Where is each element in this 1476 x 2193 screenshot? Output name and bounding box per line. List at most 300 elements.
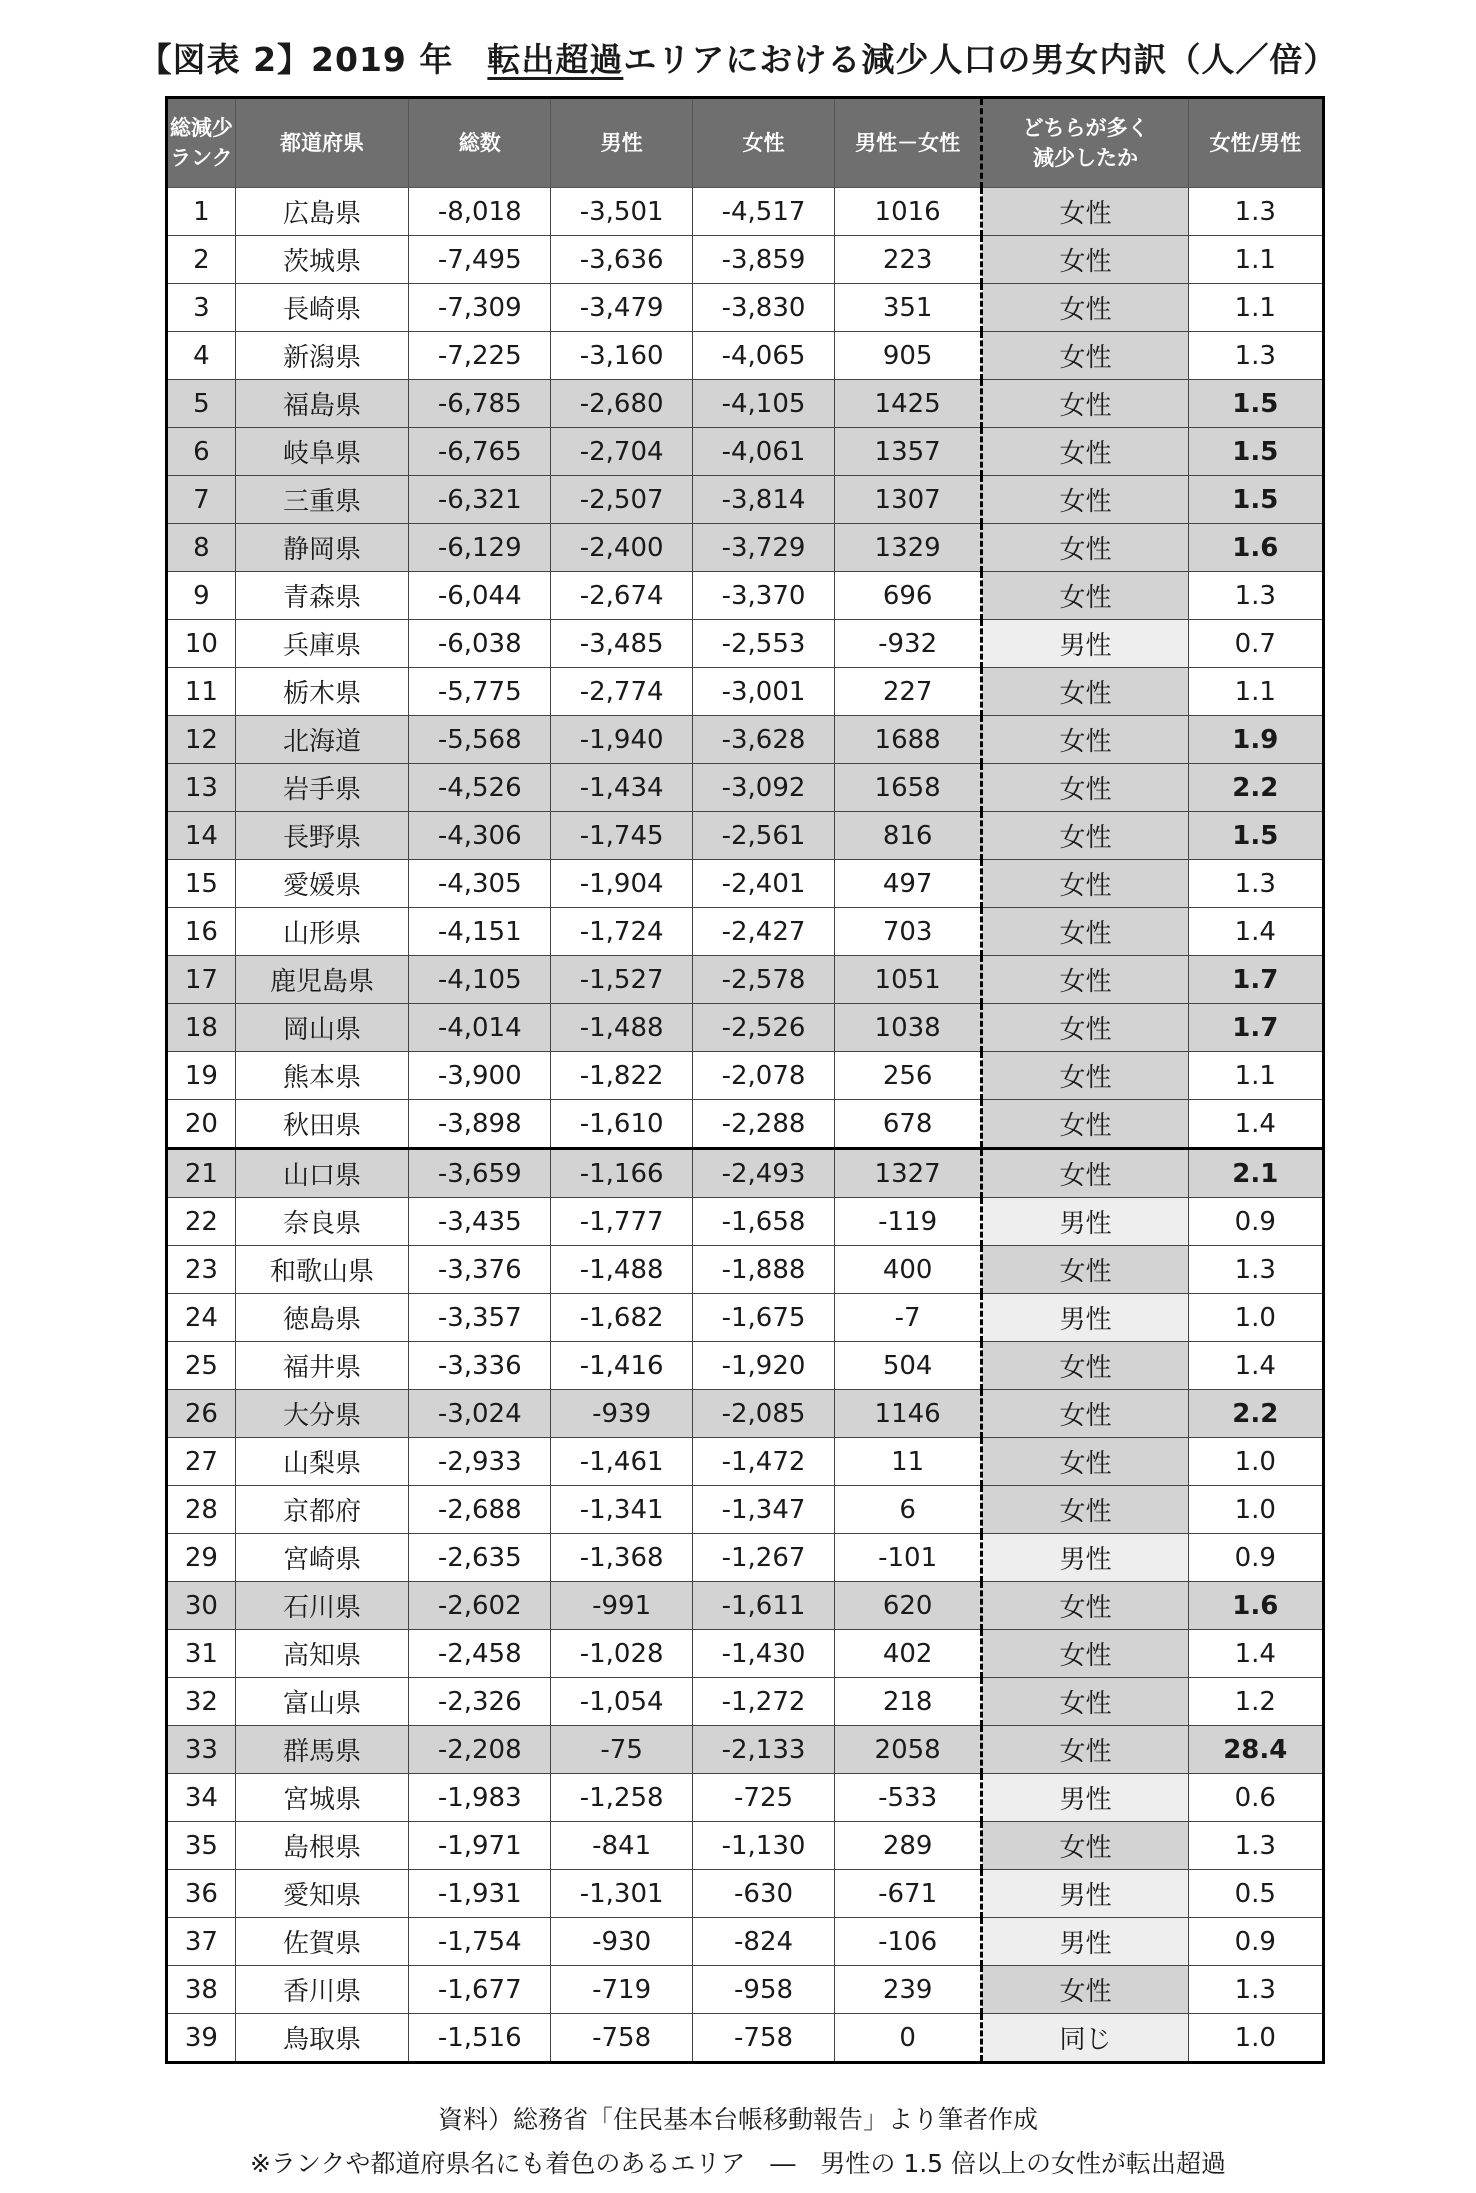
which-cell: 女性 (982, 428, 1188, 476)
ratio-cell: 1.5 (1188, 812, 1323, 860)
ratio-cell: 1.1 (1188, 1052, 1323, 1100)
which-cell: 女性 (982, 1966, 1188, 2014)
pref-cell: 佐賀県 (235, 1918, 409, 1966)
rank-cell: 7 (167, 476, 236, 524)
female-cell: -1,658 (693, 1198, 835, 1246)
ratio-cell: 2.2 (1188, 1390, 1323, 1438)
male-cell: -1,610 (551, 1100, 693, 1149)
ratio-cell: 0.9 (1188, 1198, 1323, 1246)
diff-cell: 227 (834, 668, 981, 716)
pref-cell: 鹿児島県 (235, 956, 409, 1004)
total-cell: -1,754 (409, 1918, 551, 1966)
male-cell: -1,527 (551, 956, 693, 1004)
male-cell: -2,400 (551, 524, 693, 572)
ratio-cell: 1.1 (1188, 668, 1323, 716)
male-cell: -1,368 (551, 1534, 693, 1582)
ratio-cell: 1.7 (1188, 1004, 1323, 1052)
which-cell: 同じ (982, 2014, 1188, 2063)
rank-cell: 19 (167, 1052, 236, 1100)
title-underlined: 転出超過 (487, 40, 624, 79)
female-cell: -1,888 (693, 1246, 835, 1294)
table-row (167, 476, 1324, 524)
table-row (167, 380, 1324, 428)
total-cell: -3,900 (409, 1052, 551, 1100)
total-cell: -1,931 (409, 1870, 551, 1918)
female-cell: -630 (693, 1870, 835, 1918)
diff-cell: 1357 (834, 428, 981, 476)
which-cell: 女性 (982, 1100, 1188, 1149)
total-cell: -2,208 (409, 1726, 551, 1774)
table-row (167, 1870, 1324, 1918)
male-cell: -1,054 (551, 1678, 693, 1726)
female-cell: -3,001 (693, 668, 835, 716)
male-cell: -1,822 (551, 1052, 693, 1100)
female-cell: -3,830 (693, 284, 835, 332)
pref-cell: 群馬県 (235, 1726, 409, 1774)
header-which-line1: どちらが多く (1022, 115, 1149, 140)
rank-cell: 35 (167, 1822, 236, 1870)
ratio-cell: 2.2 (1188, 764, 1323, 812)
diff-cell: 351 (834, 284, 981, 332)
ratio-cell: 1.3 (1188, 1822, 1323, 1870)
which-cell: 女性 (982, 956, 1188, 1004)
male-cell: -2,507 (551, 476, 693, 524)
table-row (167, 1966, 1324, 2014)
pref-cell: 熊本県 (235, 1052, 409, 1100)
total-cell: -2,326 (409, 1678, 551, 1726)
table-row (167, 1004, 1324, 1052)
diff-cell: 256 (834, 1052, 981, 1100)
male-cell: -1,488 (551, 1246, 693, 1294)
pref-cell: 鳥取県 (235, 2014, 409, 2063)
total-cell: -1,516 (409, 2014, 551, 2063)
table-row (167, 1342, 1324, 1390)
diff-cell: 0 (834, 2014, 981, 2063)
total-cell: -3,024 (409, 1390, 551, 1438)
rank-cell: 31 (167, 1630, 236, 1678)
pref-cell: 岡山県 (235, 1004, 409, 1052)
female-cell: -1,130 (693, 1822, 835, 1870)
ratio-cell: 1.3 (1188, 188, 1323, 236)
pref-cell: 新潟県 (235, 332, 409, 380)
rank-cell: 37 (167, 1918, 236, 1966)
total-cell: -4,526 (409, 764, 551, 812)
total-cell: -6,765 (409, 428, 551, 476)
male-cell: -2,704 (551, 428, 693, 476)
total-cell: -3,376 (409, 1246, 551, 1294)
pref-cell: 香川県 (235, 1966, 409, 2014)
which-cell: 女性 (982, 860, 1188, 908)
ratio-cell: 1.1 (1188, 236, 1323, 284)
diff-cell: 1307 (834, 476, 981, 524)
male-cell: -1,904 (551, 860, 693, 908)
rank-cell: 39 (167, 2014, 236, 2063)
male-cell: -2,774 (551, 668, 693, 716)
ratio-cell: 0.6 (1188, 1774, 1323, 1822)
pref-cell: 長野県 (235, 812, 409, 860)
diff-cell: 1016 (834, 188, 981, 236)
female-cell: -4,517 (693, 188, 835, 236)
which-cell: 女性 (982, 1822, 1188, 1870)
which-cell: 女性 (982, 908, 1188, 956)
rank-cell: 14 (167, 812, 236, 860)
male-cell: -3,485 (551, 620, 693, 668)
table-row (167, 668, 1324, 716)
pref-cell: 高知県 (235, 1630, 409, 1678)
which-cell: 男性 (982, 620, 1188, 668)
table-row (167, 1438, 1324, 1486)
female-cell: -2,401 (693, 860, 835, 908)
rank-cell: 6 (167, 428, 236, 476)
diff-cell: 1146 (834, 1390, 981, 1438)
rank-cell: 27 (167, 1438, 236, 1486)
ratio-cell: 2.1 (1188, 1149, 1323, 1198)
header-which (982, 98, 1188, 188)
rank-cell: 29 (167, 1534, 236, 1582)
diff-cell: 678 (834, 1100, 981, 1149)
table-row (167, 716, 1324, 764)
ratio-cell: 1.0 (1188, 1438, 1323, 1486)
male-cell: -2,680 (551, 380, 693, 428)
diff-cell: 1038 (834, 1004, 981, 1052)
table-row (167, 1149, 1324, 1198)
data-table (165, 96, 1325, 2064)
ratio-cell: 1.4 (1188, 1630, 1323, 1678)
diff-cell: 1051 (834, 956, 981, 1004)
table-row (167, 1774, 1324, 1822)
rank-cell: 17 (167, 956, 236, 1004)
table-row (167, 1198, 1324, 1246)
diff-cell: 402 (834, 1630, 981, 1678)
diff-cell: -671 (834, 1870, 981, 1918)
female-cell: -1,675 (693, 1294, 835, 1342)
diff-cell: 218 (834, 1678, 981, 1726)
diff-cell: 1688 (834, 716, 981, 764)
table-row (167, 1678, 1324, 1726)
ratio-cell: 1.3 (1188, 572, 1323, 620)
source-note: 資料）総務省「住民基本台帳移動報告」より筆者作成 (437, 2105, 1038, 2134)
female-cell: -4,105 (693, 380, 835, 428)
total-cell: -3,336 (409, 1342, 551, 1390)
male-cell: -1,745 (551, 812, 693, 860)
male-cell: -1,777 (551, 1198, 693, 1246)
total-cell: -7,309 (409, 284, 551, 332)
total-cell: -5,568 (409, 716, 551, 764)
pref-cell: 宮城県 (235, 1774, 409, 1822)
which-cell: 女性 (982, 1438, 1188, 1486)
male-cell: -758 (551, 2014, 693, 2063)
ratio-cell: 0.5 (1188, 1870, 1323, 1918)
title-prefix: 【図表 2】2019 年 (138, 40, 488, 79)
ratio-cell: 1.2 (1188, 1678, 1323, 1726)
table-row (167, 236, 1324, 284)
male-cell: -1,301 (551, 1870, 693, 1918)
ratio-cell: 1.0 (1188, 1294, 1323, 1342)
male-cell: -75 (551, 1726, 693, 1774)
ratio-cell: 1.6 (1188, 1582, 1323, 1630)
table-row (167, 1486, 1324, 1534)
female-cell: -3,628 (693, 716, 835, 764)
table-row (167, 1294, 1324, 1342)
male-cell: -1,028 (551, 1630, 693, 1678)
female-cell: -1,347 (693, 1486, 835, 1534)
total-cell: -5,775 (409, 668, 551, 716)
male-cell: -1,461 (551, 1438, 693, 1486)
which-cell: 女性 (982, 1486, 1188, 1534)
total-cell: -8,018 (409, 188, 551, 236)
male-cell: -930 (551, 1918, 693, 1966)
pref-cell: 福井県 (235, 1342, 409, 1390)
header-row (167, 98, 1324, 188)
table-row (167, 524, 1324, 572)
total-cell: -6,129 (409, 524, 551, 572)
which-cell: 女性 (982, 1726, 1188, 1774)
which-cell: 女性 (982, 1246, 1188, 1294)
which-cell: 男性 (982, 1918, 1188, 1966)
male-cell: -2,674 (551, 572, 693, 620)
pref-cell: 島根県 (235, 1822, 409, 1870)
female-cell: -958 (693, 1966, 835, 2014)
male-cell: -1,416 (551, 1342, 693, 1390)
total-cell: -2,635 (409, 1534, 551, 1582)
diff-cell: 1425 (834, 380, 981, 428)
female-cell: -1,430 (693, 1630, 835, 1678)
female-cell: -3,370 (693, 572, 835, 620)
which-cell: 女性 (982, 668, 1188, 716)
rank-cell: 11 (167, 668, 236, 716)
ratio-cell: 1.3 (1188, 860, 1323, 908)
table-row (167, 908, 1324, 956)
ratio-cell: 1.4 (1188, 1100, 1323, 1149)
which-cell: 女性 (982, 1004, 1188, 1052)
male-cell: -1,724 (551, 908, 693, 956)
pref-cell: 愛知県 (235, 1870, 409, 1918)
rank-cell: 36 (167, 1870, 236, 1918)
rank-cell: 5 (167, 380, 236, 428)
rank-cell: 30 (167, 1582, 236, 1630)
pref-cell: 山形県 (235, 908, 409, 956)
which-cell: 女性 (982, 476, 1188, 524)
table-row (167, 860, 1324, 908)
rank-cell: 32 (167, 1678, 236, 1726)
table-row (167, 572, 1324, 620)
diff-cell: 400 (834, 1246, 981, 1294)
female-cell: -2,553 (693, 620, 835, 668)
total-cell: -1,677 (409, 1966, 551, 2014)
total-cell: -4,014 (409, 1004, 551, 1052)
total-cell: -2,602 (409, 1582, 551, 1630)
rank-cell: 22 (167, 1198, 236, 1246)
diff-cell: 2058 (834, 1726, 981, 1774)
rank-cell: 2 (167, 236, 236, 284)
total-cell: -1,971 (409, 1822, 551, 1870)
female-cell: -2,085 (693, 1390, 835, 1438)
table-row (167, 332, 1324, 380)
which-cell: 女性 (982, 380, 1188, 428)
pref-cell: 広島県 (235, 188, 409, 236)
ratio-cell: 1.0 (1188, 2014, 1323, 2063)
diff-cell: 905 (834, 332, 981, 380)
header-which-line2: 減少したか (1032, 146, 1138, 170)
page-title (0, 34, 1476, 81)
ratio-cell: 1.5 (1188, 476, 1323, 524)
total-cell: -3,357 (409, 1294, 551, 1342)
which-cell: 男性 (982, 1870, 1188, 1918)
total-cell: -7,225 (409, 332, 551, 380)
header-rank-line2: ランク (170, 146, 233, 170)
diff-cell: 816 (834, 812, 981, 860)
pref-cell: 大分県 (235, 1390, 409, 1438)
total-cell: -2,458 (409, 1630, 551, 1678)
total-cell: -4,305 (409, 860, 551, 908)
female-cell: -3,092 (693, 764, 835, 812)
rank-cell: 23 (167, 1246, 236, 1294)
pref-cell: 岐阜県 (235, 428, 409, 476)
male-cell: -1,341 (551, 1486, 693, 1534)
which-cell: 女性 (982, 572, 1188, 620)
ratio-cell: 1.4 (1188, 1342, 1323, 1390)
which-cell: 男性 (982, 1774, 1188, 1822)
female-cell: -2,561 (693, 812, 835, 860)
which-cell: 男性 (982, 1534, 1188, 1582)
total-cell: -6,038 (409, 620, 551, 668)
rank-cell: 10 (167, 620, 236, 668)
male-cell: -841 (551, 1822, 693, 1870)
rank-cell: 8 (167, 524, 236, 572)
female-cell: -1,611 (693, 1582, 835, 1630)
which-cell: 女性 (982, 1390, 1188, 1438)
table-row (167, 284, 1324, 332)
which-cell: 女性 (982, 716, 1188, 764)
pref-cell: 福島県 (235, 380, 409, 428)
rank-cell: 20 (167, 1100, 236, 1149)
table-row (167, 956, 1324, 1004)
diff-cell: -101 (834, 1534, 981, 1582)
table-row (167, 1534, 1324, 1582)
pref-cell: 和歌山県 (235, 1246, 409, 1294)
table-row (167, 1052, 1324, 1100)
diff-cell: -932 (834, 620, 981, 668)
female-cell: -758 (693, 2014, 835, 2063)
which-cell: 女性 (982, 332, 1188, 380)
ratio-cell: 1.1 (1188, 284, 1323, 332)
pref-cell: 徳島県 (235, 1294, 409, 1342)
diff-cell: -119 (834, 1198, 981, 1246)
which-cell: 女性 (982, 1630, 1188, 1678)
female-cell: -3,859 (693, 236, 835, 284)
pref-cell: 静岡県 (235, 524, 409, 572)
header-ratio: 女性/男性 (1188, 98, 1323, 188)
female-cell: -4,065 (693, 332, 835, 380)
table-row (167, 764, 1324, 812)
table-row (167, 620, 1324, 668)
header-diff: 男性－女性 (834, 98, 981, 188)
diff-cell: 1329 (834, 524, 981, 572)
which-cell: 女性 (982, 1678, 1188, 1726)
female-cell: -1,272 (693, 1678, 835, 1726)
rank-cell: 33 (167, 1726, 236, 1774)
rank-cell: 25 (167, 1342, 236, 1390)
rank-cell: 38 (167, 1966, 236, 2014)
header-rank-line1: 総減少 (169, 115, 233, 140)
male-cell: -991 (551, 1582, 693, 1630)
header-total: 総数 (409, 98, 551, 188)
rank-cell: 34 (167, 1774, 236, 1822)
pref-cell: 青森県 (235, 572, 409, 620)
pref-cell: 兵庫県 (235, 620, 409, 668)
female-cell: -725 (693, 1774, 835, 1822)
female-cell: -824 (693, 1918, 835, 1966)
total-cell: -2,688 (409, 1486, 551, 1534)
female-cell: -1,920 (693, 1342, 835, 1390)
male-cell: -719 (551, 1966, 693, 2014)
header-male: 男性 (551, 98, 693, 188)
pref-cell: 三重県 (235, 476, 409, 524)
female-cell: -2,526 (693, 1004, 835, 1052)
header-female: 女性 (693, 98, 835, 188)
diff-cell: 497 (834, 860, 981, 908)
rank-cell: 16 (167, 908, 236, 956)
which-cell: 女性 (982, 1149, 1188, 1198)
ratio-cell: 1.6 (1188, 524, 1323, 572)
female-cell: -2,288 (693, 1100, 835, 1149)
table-row (167, 1390, 1324, 1438)
pref-cell: 栃木県 (235, 668, 409, 716)
table-row (167, 428, 1324, 476)
ratio-cell: 1.3 (1188, 332, 1323, 380)
rank-cell: 24 (167, 1294, 236, 1342)
table-row (167, 1918, 1324, 1966)
pref-cell: 山梨県 (235, 1438, 409, 1486)
diff-cell: 1327 (834, 1149, 981, 1198)
pref-cell: 長崎県 (235, 284, 409, 332)
table-row (167, 1582, 1324, 1630)
female-cell: -2,427 (693, 908, 835, 956)
rank-cell: 21 (167, 1149, 236, 1198)
male-cell: -939 (551, 1390, 693, 1438)
header-rank (167, 98, 236, 188)
female-cell: -1,267 (693, 1534, 835, 1582)
female-cell: -2,578 (693, 956, 835, 1004)
ratio-cell: 1.4 (1188, 908, 1323, 956)
total-cell: -3,659 (409, 1149, 551, 1198)
total-cell: -4,151 (409, 908, 551, 956)
ratio-cell: 1.3 (1188, 1246, 1323, 1294)
diff-cell: 504 (834, 1342, 981, 1390)
male-cell: -1,488 (551, 1004, 693, 1052)
rank-cell: 28 (167, 1486, 236, 1534)
which-cell: 女性 (982, 188, 1188, 236)
rank-cell: 4 (167, 332, 236, 380)
rank-cell: 13 (167, 764, 236, 812)
diff-cell: 696 (834, 572, 981, 620)
ratio-cell: 28.4 (1188, 1726, 1323, 1774)
male-cell: -1,434 (551, 764, 693, 812)
total-cell: -6,321 (409, 476, 551, 524)
male-cell: -3,160 (551, 332, 693, 380)
diff-cell: -106 (834, 1918, 981, 1966)
diff-cell: -7 (834, 1294, 981, 1342)
female-cell: -3,814 (693, 476, 835, 524)
table-row (167, 1100, 1324, 1149)
pref-cell: 富山県 (235, 1678, 409, 1726)
ratio-cell: 1.5 (1188, 380, 1323, 428)
total-cell: -6,044 (409, 572, 551, 620)
male-cell: -3,501 (551, 188, 693, 236)
rank-cell: 15 (167, 860, 236, 908)
female-cell: -2,078 (693, 1052, 835, 1100)
male-cell: -1,258 (551, 1774, 693, 1822)
